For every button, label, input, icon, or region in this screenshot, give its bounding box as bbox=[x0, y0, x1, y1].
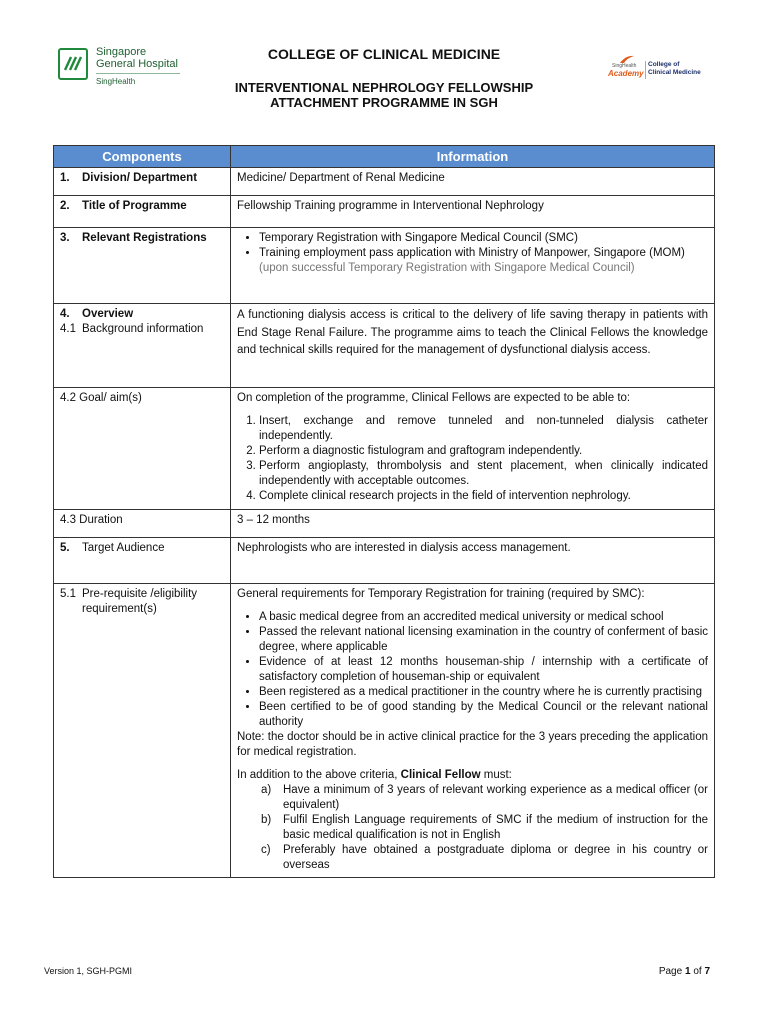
list-item: 1. Insert, exchange and remove tunneled and non-tunneled dialysis catheter independently. bbox=[259, 414, 708, 444]
list-item: 3. Perform angioplasty, thrombolysis and stent placement, when clinically indicated independently with acceptable outcomes. bbox=[259, 459, 708, 489]
list-item: c) Preferably have obtained a postgraduate diploma or degree in his country or overseas bbox=[261, 844, 708, 871]
sgh-logo-name: Singapore General Hospital bbox=[96, 46, 178, 70]
page-subtitle: INTERVENTIONAL NEPHROLOGY FELLOWSHIP ATTACHMENT PROGRAMME IN SGH bbox=[234, 80, 534, 110]
table-row: 4.2 Goal/ aim(s) On completion of the programme, Clinical Fellows are expected to be able to: 1. Insert, exchange and remove tunneled and non-tunneled dialysis catheter independently. 2. Perform a diagnostic fistulogram and graftogram independently. 3. Perform angioplasty, thrombolysis and stent placement, when clinically indicated independently with acceptable outcomes. 4. Complete clinical research projects in the field of intervention nephrology. bbox=[54, 388, 715, 510]
list-item: a) Have a minimum of 3 years of relevant working experience as a medical officer (or equivalent) bbox=[261, 784, 708, 811]
list-item: • Been certified to be of good standing by the Medical Council or the relevant national authority bbox=[259, 700, 708, 730]
col-information: Information bbox=[231, 146, 715, 168]
table-row: 5. Target Audience Nephrologists who are interested in dialysis access management. bbox=[54, 538, 715, 584]
list-item: • Passed the relevant national licensing examination in the country of conferment of basic degree, where applicable bbox=[259, 625, 708, 655]
list-item: b) Fulfil English Language requirements of SMC if the medium of instruction for the basic medical qualification is not in English bbox=[261, 814, 708, 841]
page-title: COLLEGE OF CLINICAL MEDICINE bbox=[267, 46, 501, 62]
table-row: 4.3 Duration 3 – 12 months bbox=[54, 510, 715, 538]
table-row: 2. Title of Programme Fellowship Training programme in Interventional Nephrology bbox=[54, 196, 715, 228]
col-components: Components bbox=[54, 146, 231, 168]
programme-table bbox=[53, 145, 715, 878]
footer-page-number: Page 1 of 7 bbox=[658, 966, 710, 977]
note-text: Note: the doctor should be in active clinical practice for the 3 years preceding the application for medical registration. bbox=[237, 731, 708, 758]
singhealth-label: SingHealth bbox=[96, 77, 136, 86]
footer-version: Version 1, SGH-PGMI bbox=[44, 966, 133, 976]
list-item: • A basic medical degree from an accredited medical university or medical school bbox=[259, 610, 708, 625]
list-item: • Temporary Registration with Singapore Medical Council (SMC) bbox=[259, 231, 708, 246]
table-header-row bbox=[54, 146, 715, 168]
table-row: 3. Relevant Registrations • Temporary Registration with Singapore Medical Council (SMC) • Training employment pass application with Ministry of Manpower, Singapore (MOM) (upon successful Temporary Registration with Singapore Medical Council) bbox=[54, 228, 715, 304]
academy-singhealth: SingHealth bbox=[612, 63, 637, 69]
list-item: • Training employment pass application with Ministry of Manpower, Singapore (MOM) (upon successful Temporary Registration with Singapore Medical Council) bbox=[259, 246, 708, 276]
list-item: • Evidence of at least 12 months houseman-ship / internship with a certificate of satisfactory completion of houseman-ship or equivalent bbox=[259, 655, 708, 685]
list-item: • Been registered as a medical practitioner in the country where he is currently practising bbox=[259, 685, 708, 700]
list-item: 2. Perform a diagnostic fistulogram and graftogram independently. bbox=[259, 444, 708, 459]
table-row: 5.1 Pre-requisite /eligibility requirement(s) General requirements for Temporary Registration for training (required by SMC): • A basic medical degree from an accredited medical university or medical school • Passed the relevant national licensing examination in the country of conferment of basic degree, where applicable • Evidence of at least 12 months houseman-ship / internship with a certificate of satisfactory completion of houseman-ship or equivalent • Been registered as a medical practitioner in the country where he is currently practising • Been certified to be of good standing by the Medical Council or the relevant national authority Note: the doctor should be in active clinical practice for the 3 years preceding the application for medical registration. In addition to the above criteria, Clinical Fellow must: a) Have a minimum of 3 years of relevant working experience as a medical officer (or equivalent) b) Fulfil English Language requirements of SMC if the medium of instruction for the basic medical qualification is not in English c) Preferably have obtained a postgraduate diploma or degree in his country or overseas bbox=[54, 584, 715, 878]
table-row: 1. Division/ Department Medicine/ Department of Renal Medicine bbox=[54, 168, 715, 196]
academy-word: Academy bbox=[608, 69, 644, 78]
college-label: College of Clinical Medicine bbox=[648, 61, 701, 76]
list-item: 4. Complete clinical research projects in the field of intervention nephrology. bbox=[259, 489, 708, 504]
table-row: 4. Overview 4.1 Background information A functioning dialysis access is critical to the delivery of life saving therapy in patients with End Stage Renal Failure. The programme aims to teach the Clinical Fellows the knowledge and technical skills required for the management of dysfunctional dialysis access. bbox=[54, 304, 715, 388]
